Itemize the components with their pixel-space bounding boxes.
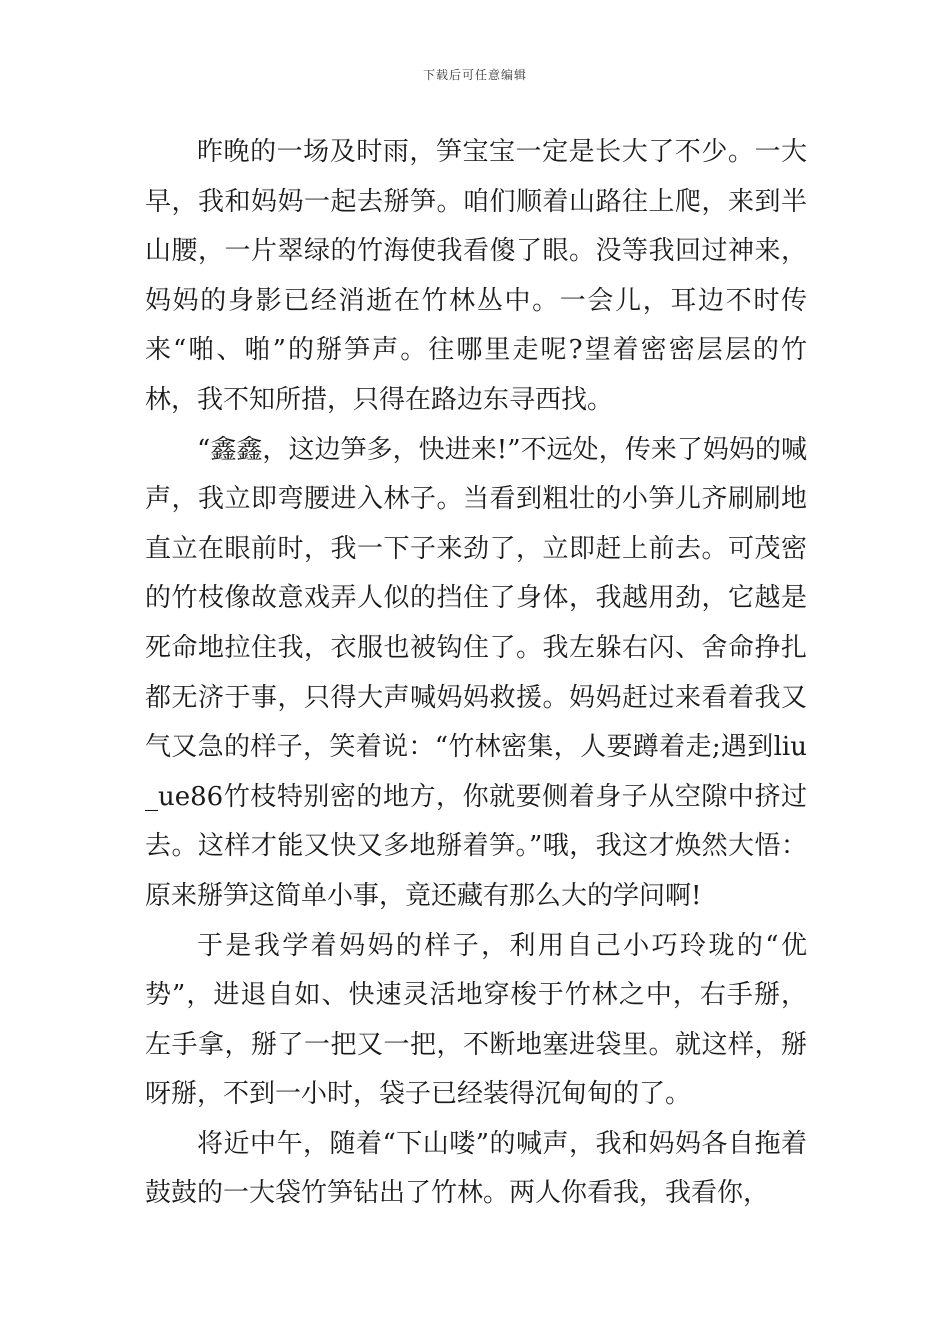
page-header-note: 下载后可任意编辑 bbox=[422, 68, 527, 82]
article-body bbox=[145, 128, 807, 1219]
paragraph-4: 将近中午，随着“下山喽”的喊声，我和妈妈各自拖着鼓鼓的一大袋竹笋钻出了竹林。两人你看我，我看你， bbox=[145, 1128, 807, 1209]
paragraph-1: 昨晚的一场及时雨，笋宝宝一定是长大了不少。一大早，我和妈妈一起去掰笋。咱们顺着山路往上爬，来到半山腰，一片翠绿的竹海使我看傻了眼。没等我回过神来，妈妈的身影已经消逝在竹林丛中。一会儿，耳边不时传来“啪、啪”的掰笋声。往哪里走呢?望着密密层层的竹林，我不知所措，只得在路边东寻西找。 bbox=[145, 137, 807, 415]
paragraph-3: 于是我学着妈妈的样子，利用自己小巧玲珑的“优势”，进退自如、快速灵活地穿梭于竹林之中，右手掰，左手拿，掰了一把又一把，不断地塞进袋里。就这样，掰呀掰，不到一小时，袋子已经装得沉甸甸的了。 bbox=[145, 930, 807, 1110]
paragraph-2: “鑫鑫，这边笋多，快进来!”不远处，传来了妈妈的喊声，我立即弯腰进入林子。当看到粗壮的小笋儿齐刷刷地直立在眼前时，我一下子来劲了，立即赶上前去。可茂密的竹枝像故意戏弄人似的挡住了身体，我越用劲，它越是死命地拉住我，衣服也被钩住了。我左躲右闪、舍命挣扎都无济于事，只得大声喊妈妈救援。妈妈赶过来看着我又气又急的样子，笑着说：“竹林密集，人要蹲着走;遇到liu_ue86竹枝特别密的地方，你就要侧着身子从空隙中挤过去。这样才能又快又多地掰着笋。”哦，我这才焕然大悟：原来掰笋这简单小事，竟还藏有那么大的学问啊! bbox=[145, 434, 807, 911]
